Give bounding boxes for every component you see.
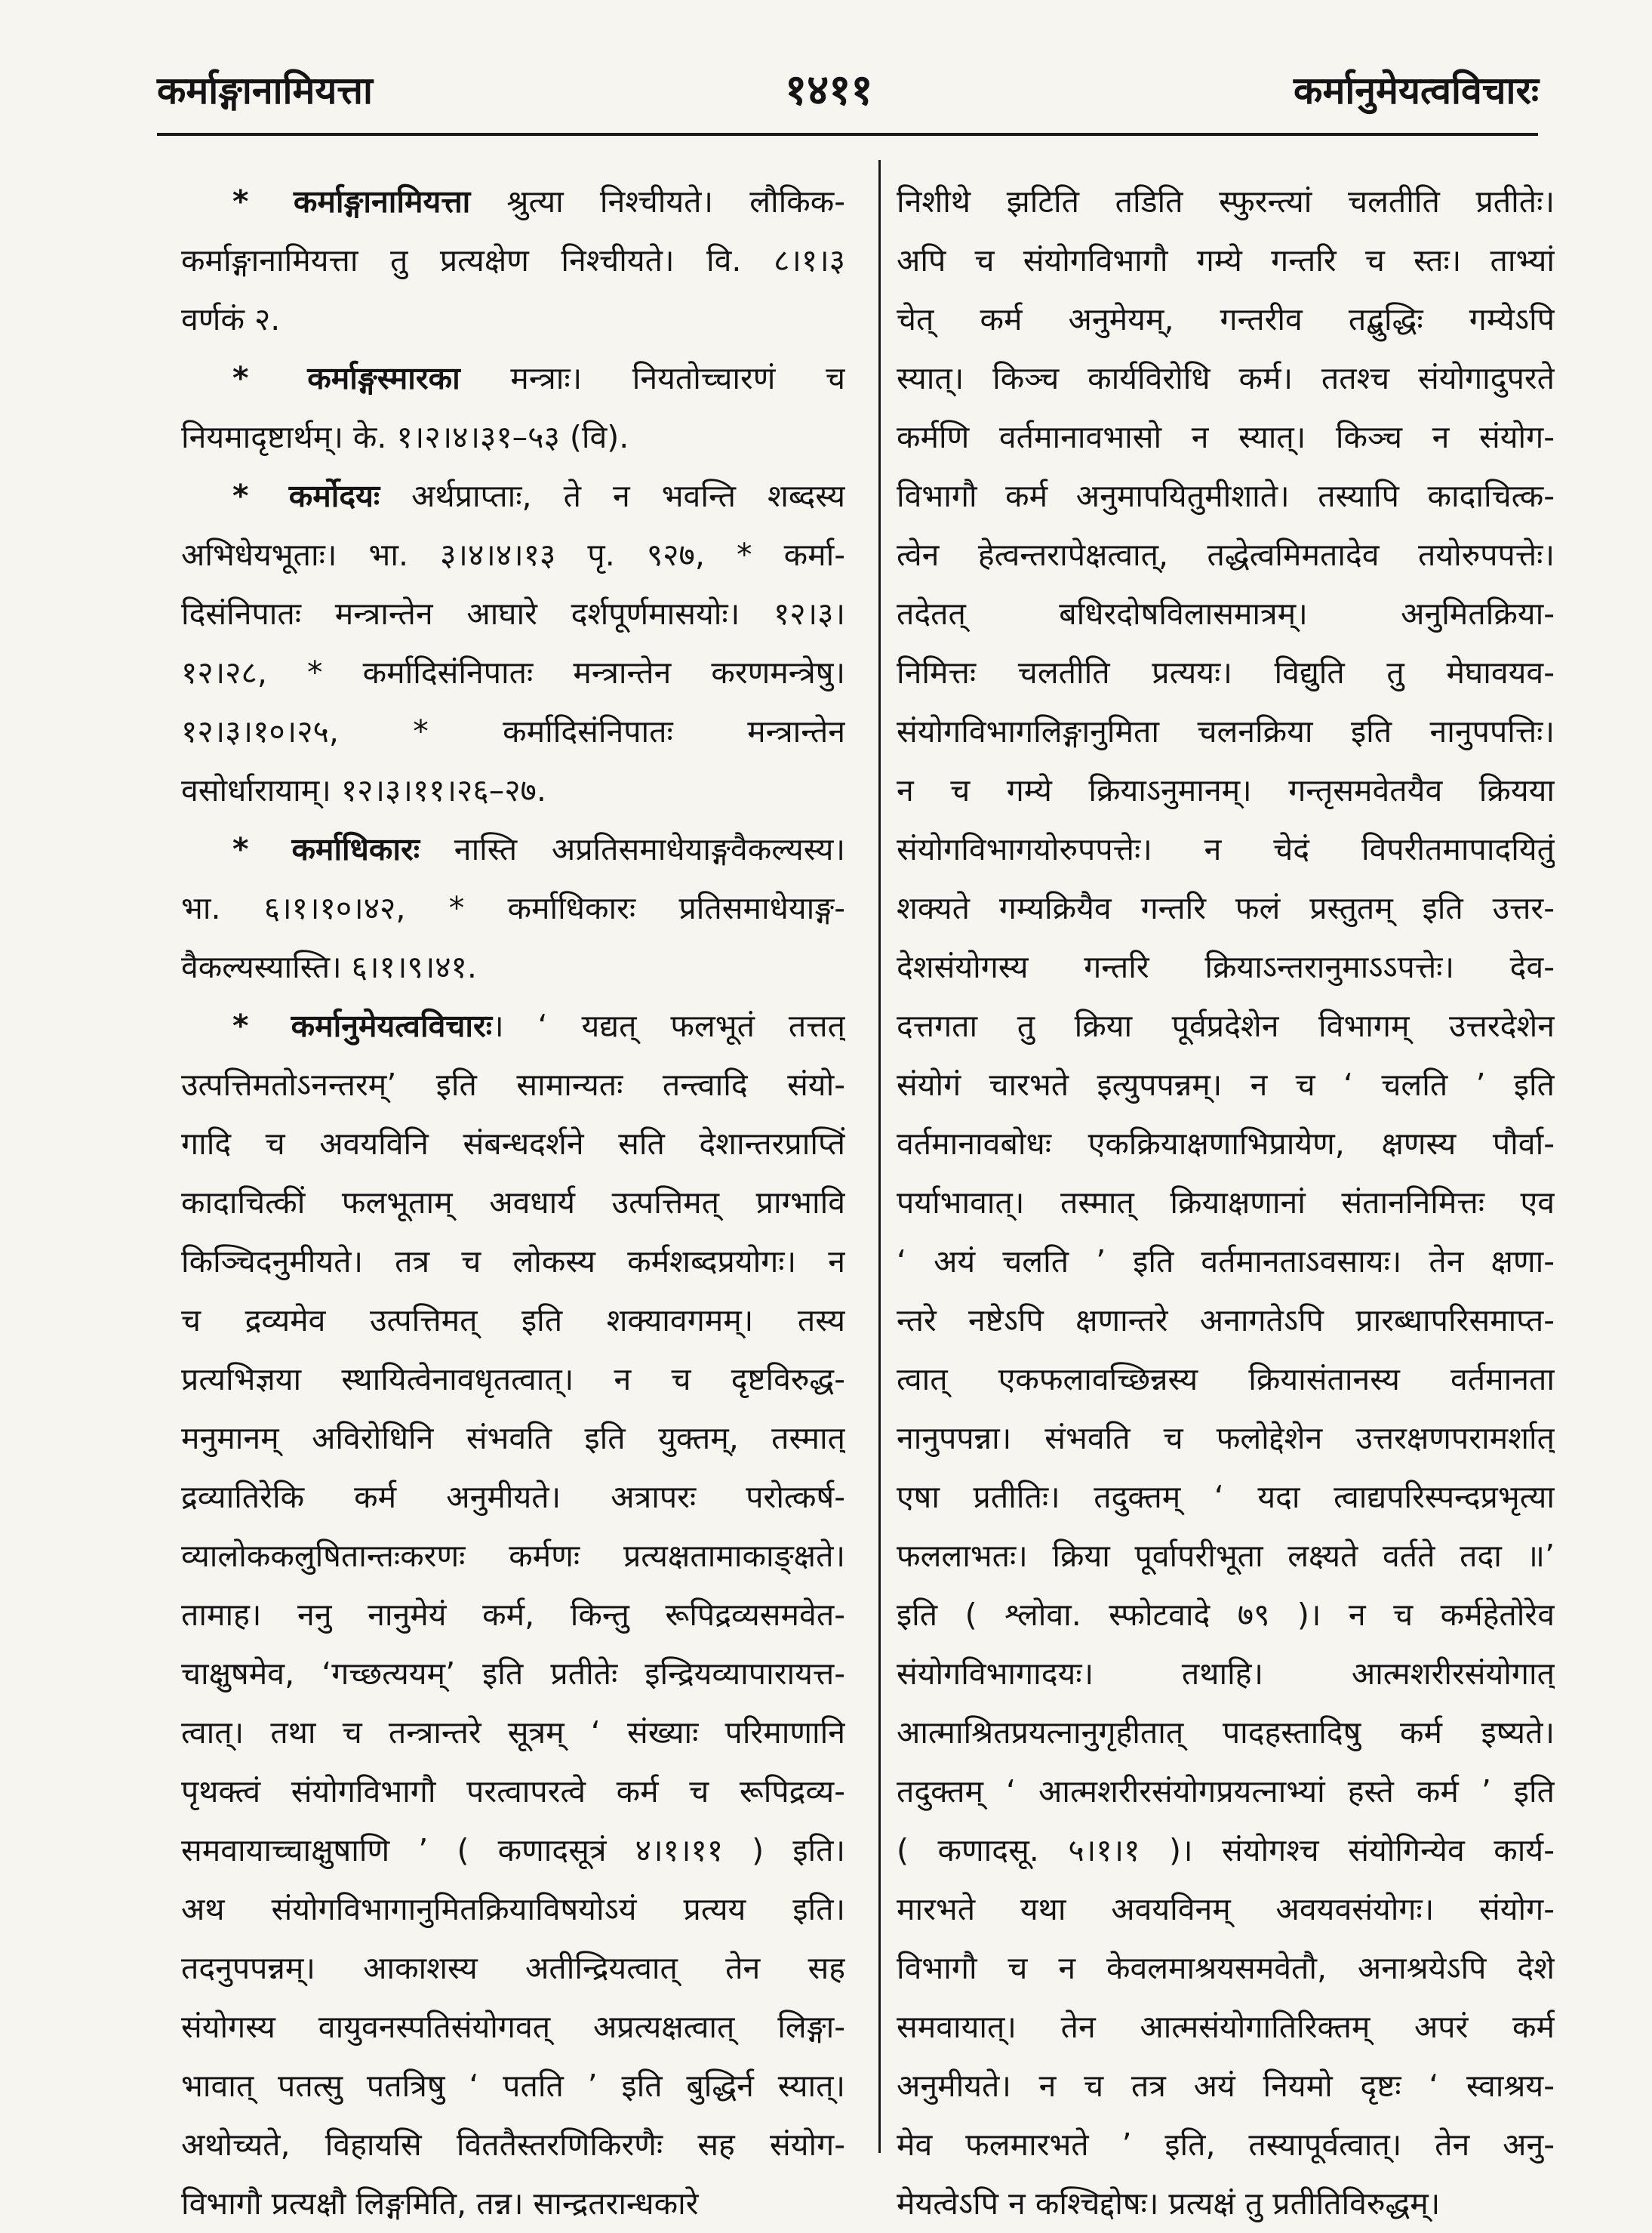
text-line: विभागौ कर्म अनुमापयितुमीशाते। तस्यापि कादाचित्क- (897, 478, 1555, 514)
text-line (181, 820, 845, 879)
entry-text: नास्ति अप्रतिसमाधेयाङ्गवैकल्यस्य। (420, 831, 845, 867)
entry-text: मन्त्राः। नियतोच्चारणं च (460, 360, 845, 396)
text-line: अथोच्यते, विहायसि विततैस्तरणिकिरणैः सह संयोग- (181, 2127, 845, 2163)
text-line (181, 467, 845, 525)
text-line: मारभते यथा अवयविनम् अवयवसंयोगः। संयोग- (897, 1891, 1555, 1927)
text-line: उत्पत्तिमतोऽनन्तरम्’ इति सामान्यतः तन्त्वादि संयो- (181, 1067, 845, 1103)
entry-marker: * (232, 183, 286, 220)
text-line: संयोगविभागलिङ्गानुमिता चलनक्रिया इति नानुपपत्तिः। (897, 713, 1555, 750)
text-line: वसोर्धारायाम्। १२।३।११।२६–२७. (181, 772, 546, 808)
text-line: विभागौ प्रत्यक्षौ लिङ्गमिति, तन्न। सान्द्रतरान्धकारे (181, 2185, 699, 2222)
running-head-right: कर्मानुमेयत्वविचारः (1294, 69, 1539, 112)
text-line: स्यात्। किञ्च कार्यविरोधि कर्म। ततश्च संयोगादुपरते (897, 360, 1555, 396)
text-line: संयोगं चारभते इत्युपपन्नम्। न च ‘ चलति ’ इति (897, 1067, 1555, 1103)
text-line: समवायाच्चाक्षुषाणि ’ ( कणादसूत्रं ४।१।११ ) इति। (181, 1832, 845, 1868)
right-column (897, 172, 1555, 2233)
text-line: नानुपपन्ना। संभवति च फलोद्देशेन उत्तरक्षणपरामर्शात् (897, 1420, 1555, 1456)
text-line: त्वात् एकफलावच्छिन्नस्य क्रियासंतानस्य वर्तमानता (897, 1361, 1555, 1397)
text-line: नियमादृष्टार्थम्। के. १।२।४।३१–५३ (वि). (181, 419, 629, 455)
text-line: समवायात्। तेन आत्मसंयोगातिरिक्तम् अपरं कर्म (897, 2009, 1555, 2045)
text-line: संयोगविभागादयः। तथाहि। आत्मशरीरसंयोगात् (897, 1656, 1555, 1692)
text-line: इति ( श्लोवा. स्फोटवादे ७९ )। न च कर्महेतोरेव (897, 1597, 1555, 1633)
text-line: वैकल्यस्यास्ति। ६।१।९।४१. (181, 949, 477, 985)
text-line: वर्तमानावबोधः एकक्रियाक्षणाभिप्रायेण, क्षणस्य पौर्वा- (897, 1126, 1555, 1162)
column-divider (878, 160, 881, 2153)
text-line: देशसंयोगस्य गन्तरि क्रियाऽन्तरानुमाऽऽपत्तेः। देव- (897, 949, 1555, 985)
text-line: मनुमानम् अविरोधिनि संभवति इति युक्तम्, तस्मात् (181, 1420, 845, 1456)
entry-headword: कर्मानुमेयत्वविचारः (291, 1008, 493, 1044)
text-line: पर्याभावात्। तस्मात् क्रियाक्षणानां संताननिमित्तः एव (897, 1184, 1555, 1221)
text-line: दिसंनिपातः मन्त्रान्तेन आघारे दर्शपूर्णमासयोः। १२।३। (181, 596, 845, 632)
text-line: न च गम्ये क्रियाऽनुमानम्। गन्तृसमवेतयैव क्रियया (897, 772, 1555, 808)
text-line: संयोगविभागयोरुपपत्तेः। न चेदं विपरीतमापादयितुं (897, 831, 1555, 867)
entry-text: अर्थप्राप्ताः, ते न भवन्ति शब्दस्य (380, 478, 845, 514)
text-line: १२।२८, * कर्मादिसंनिपातः मन्त्रान्तेन करणमन्त्रेषु। (181, 654, 845, 691)
entry-text: श्रुत्या निश्चीयते। लौकिक- (470, 183, 845, 220)
text-line: प्रत्यभिज्ञया स्थायित्वेनावधृतत्वात्। न च दृष्टविरुद्ध- (181, 1361, 845, 1397)
text-line (181, 349, 845, 408)
page-number: १४११ (785, 66, 873, 115)
text-line: ( कणादसू. ५।१।१ )। संयोगश्च संयोगिन्येव कार्य- (897, 1832, 1555, 1868)
text-line: तदुक्तम् ‘ आत्मशरीरसंयोगप्रयत्नाभ्यां हस्ते कर्म ’ इति (897, 1773, 1555, 1810)
text-line: दत्तगता तु क्रिया पूर्वप्रदेशेन विभागम् उत्तरदेशेन (897, 1008, 1555, 1044)
entry-marker: * (232, 360, 300, 396)
text-line: निमित्तः चलतीति प्रत्ययः। विद्युति तु मेघावयव- (897, 654, 1555, 691)
entry-headword: कर्माधिकारः (291, 831, 420, 867)
entry-text: । ‘ यद्यत् फलभूतं तत्तत् (492, 1008, 845, 1044)
text-line: कादाचित्कीं फलभूताम् अवधार्य उत्पत्तिमत् प्राग्भावि (181, 1184, 845, 1221)
text-line: त्वात्। तथा च तन्त्रान्तरे सूत्रम् ‘ संख्याः परिमाणानि (181, 1714, 845, 1751)
running-head-left: कर्माङ्गानामियत्ता (157, 69, 373, 112)
entry-marker: * (232, 831, 285, 867)
text-line: शक्यते गम्यक्रियैव गन्तरि फलं प्रस्तुतम् इति उत्तर- (897, 890, 1555, 926)
entry-marker: * (232, 1008, 284, 1044)
text-line: पृथक्त्वं संयोगविभागौ परत्वापरत्वे कर्म च रूपिद्रव्य- (181, 1773, 845, 1810)
text-line: अभिधेयभूताः। भा. ३।४।४।१३ पृ. ९२७, * कर्मा- (181, 537, 845, 573)
text-line: चेत् कर्म अनुमेयम्, गन्तरीव तद्बुद्धिः गम्येऽपि (897, 301, 1555, 337)
text-line: एषा प्रतीतिः। तदुक्तम् ‘ यदा त्वाद्यपरिस्पन्दप्रभृत्या (897, 1479, 1555, 1515)
text-line: १२।३।१०।२५, * कर्मादिसंनिपातः मन्त्रान्तेन (181, 713, 845, 750)
text-line: भा. ६।१।१०।४२, * कर्माधिकारः प्रतिसमाधेयाङ्ग- (181, 890, 845, 926)
text-line: व्यालोककलुषितान्तःकरणः कर्मणः प्रत्यक्षतामाकाङ्क्षते। (181, 1538, 845, 1574)
text-line: किञ्चिदनुमीयते। तत्र च लोकस्य कर्मशब्दप्रयोगः। न (181, 1243, 845, 1280)
text-line: चाक्षुषमेव, ‘गच्छत्ययम्’ इति प्रतीतेः इन्द्रियव्यापारायत्त- (181, 1656, 845, 1692)
text-line: ‘ अयं चलति ’ इति वर्तमानताऽवसायः। तेन क्षणा- (897, 1243, 1555, 1280)
entry-headword: कर्मोदयः (288, 478, 380, 514)
text-line: तामाह। ननु नानुमेयं कर्म, किन्तु रूपिद्रव्यसमवेत- (181, 1597, 845, 1633)
text-line: च द्रव्यमेव उत्पत्तिमत् इति शक्यावगमम्। तस्य (181, 1302, 845, 1338)
text-line: आत्माश्रितप्रयत्नानुगृहीतात् पादहस्तादिषु कर्म इष्यते। (897, 1714, 1555, 1751)
entry-headword: कर्माङ्गस्मारका (307, 360, 460, 396)
text-line: संयोगस्य वायुवनस्पतिसंयोगवत् अप्रत्यक्षत्वात् लिङ्गा- (181, 2009, 845, 2045)
text-line: कर्मणि वर्तमानावभासो न स्यात्। किञ्च न संयोग- (897, 419, 1555, 455)
text-line: द्रव्यातिरेकि कर्म अनुमीयते। अत्रापरः परोत्कर्ष- (181, 1479, 845, 1515)
text-line (181, 996, 845, 1055)
text-line: त्वेन हेत्वन्तरापेक्षत्वात्, तद्धेत्वमिमतादेव तयोरुपपत्तेः। (897, 537, 1555, 573)
text-line: भावात् पतत्सु पतत्रिषु ‘ पतति ’ इति बुद्धिर्न स्यात्। (181, 2068, 845, 2104)
entry-headword: कर्माङ्गानामियत्ता (293, 183, 471, 220)
text-line: कर्माङ्गानामियत्ता तु प्रत्यक्षेण निश्चीयते। वि. ८।१।३ (181, 242, 845, 279)
text-line: तदनुपपन्नम्। आकाशस्य अतीन्द्रियत्वात् तेन सह (181, 1950, 845, 1986)
text-line: वर्णकं २. (181, 301, 281, 337)
entry-marker: * (232, 478, 281, 514)
text-line: निशीथे झटिति तडिति स्फुरन्त्यां चलतीति प्रतीतेः। (897, 183, 1555, 220)
text-line: गादि च अवयविनि संबन्धदर्शने सति देशान्तरप्राप्तिं (181, 1126, 845, 1162)
text-line (181, 172, 845, 231)
text-line: फललाभतः। क्रिया पूर्वापरीभूता लक्ष्यते वर्तते तदा ॥’ (897, 1538, 1555, 1574)
text-line: मेयत्वेऽपि न कश्चिद्दोषः। प्रत्यक्षं तु प्रतीतिविरुद्धम्। (897, 2185, 1441, 2222)
text-line: अपि च संयोगविभागौ गम्ये गन्तरि च स्तः। ताभ्यां (897, 242, 1555, 279)
text-line: अनुमीयते। न च तत्र अयं नियमो दृष्टः ‘ स्वाश्रय- (897, 2068, 1555, 2104)
text-line: विभागौ च न केवलमाश्रयसमवेतौ, अनाश्रयेऽपि देशे (897, 1950, 1555, 1986)
text-line: अथ संयोगविभागानुमितक्रियाविषयोऽयं प्रत्यय इति। (181, 1891, 845, 1927)
text-line: मेव फलमारभते ’ इति, तस्यापूर्वत्वात्। तेन अनु- (897, 2127, 1555, 2163)
text-line: तदेतत् बधिरदोषविलासमात्रम्। अनुमितक्रिया- (897, 596, 1555, 632)
left-column (181, 172, 845, 2233)
header-rule (157, 133, 1538, 136)
text-line: न्तरे नष्टेऽपि क्षणान्तरे अनागतेऽपि प्रारब्धापरिसमाप्त- (897, 1302, 1555, 1338)
